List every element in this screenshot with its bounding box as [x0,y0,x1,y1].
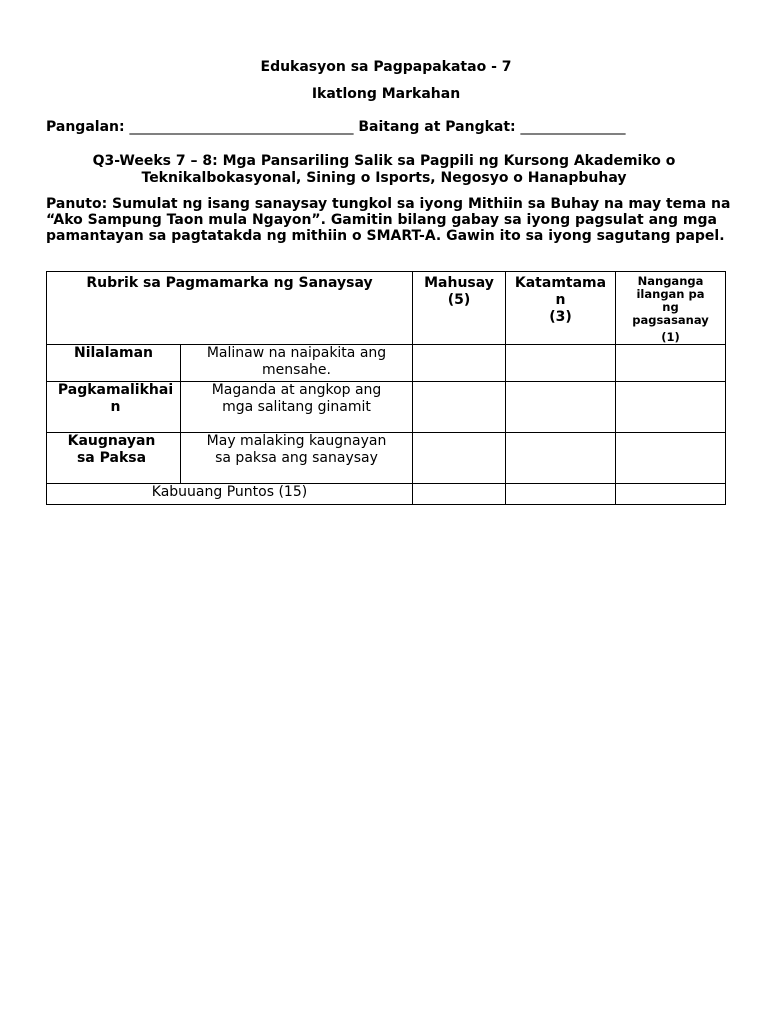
score-cell [506,382,616,433]
score-column-header [413,272,506,345]
score-cell [506,345,616,382]
score-column-points: (1) [661,330,680,344]
name-blank: ________________________________ [129,119,354,135]
score-column-label: Katamtaman [514,275,607,308]
criterion-cell: Kaugnayan sa Paksa [47,433,181,484]
quarter-title: Ikatlong Markahan [311,86,461,102]
criterion-cell: Pagkamalikhain [47,382,181,433]
name-label: Pangalan: [46,119,125,135]
total-score-cell [506,484,616,505]
score-column-label: Mahusay [424,275,494,291]
student-info-line [46,119,626,135]
total-row [47,484,726,505]
document-title: Edukasyon sa Pagpapakatao - 7 [260,59,512,75]
rubric-row [47,433,726,484]
score-column-header [506,272,616,345]
score-cell [413,382,506,433]
rubric-heading: Rubrik sa Pagmamarka ng Sanaysay [47,272,413,345]
score-cell [413,433,506,484]
criterion-cell: Nilalaman [47,345,181,382]
score-cell [616,433,726,484]
rubric-row [47,382,726,433]
description-cell: Maganda at angkop ang mga salitang ginamit [181,382,413,433]
description-cell: Malinaw na naipakita ang mensahe. [181,345,413,382]
rubric-header-row [47,272,726,345]
description-cell: May malaking kaugnayan sa paksa ang sanaysay [181,433,413,484]
grade-section-label: Baitang at Pangkat: [358,119,516,135]
lesson-subject: Q3-Weeks 7 – 8: Mga Pansariling Salik sa Pagpili ng Kursong Akademiko o Teknikalbokasyonal, Sining o Isports, Negosyo o Hanapbuhay [92,153,676,186]
grade-section-blank: _______________ [520,119,626,135]
rubric-row [47,345,726,382]
score-column-label: Nanganga ilangan pa ng pagsasanay [632,274,709,327]
total-score-cell [413,484,506,505]
score-cell [413,345,506,382]
score-cell [506,433,616,484]
score-cell [616,345,726,382]
score-column-header [616,272,726,345]
score-column-points: (5) [447,292,471,308]
instructions: Panuto: Sumulat ng isang sanaysay tungkol sa iyong Mithiin sa Buhay na may tema na “Ako Sampung Taon mula Ngayon”. Gamitin bilang gabay sa iyong pagsulat ang mga pamantayan sa pagtatakda ng mithiin o SMART-A. Gawin ito sa iyong sagutang papel. [46,196,731,244]
score-cell [616,382,726,433]
score-column-points: (3) [549,309,572,325]
total-score-cell [616,484,726,505]
rubric-table [46,271,726,505]
total-label: Kabuuang Puntos (15) [47,484,413,505]
